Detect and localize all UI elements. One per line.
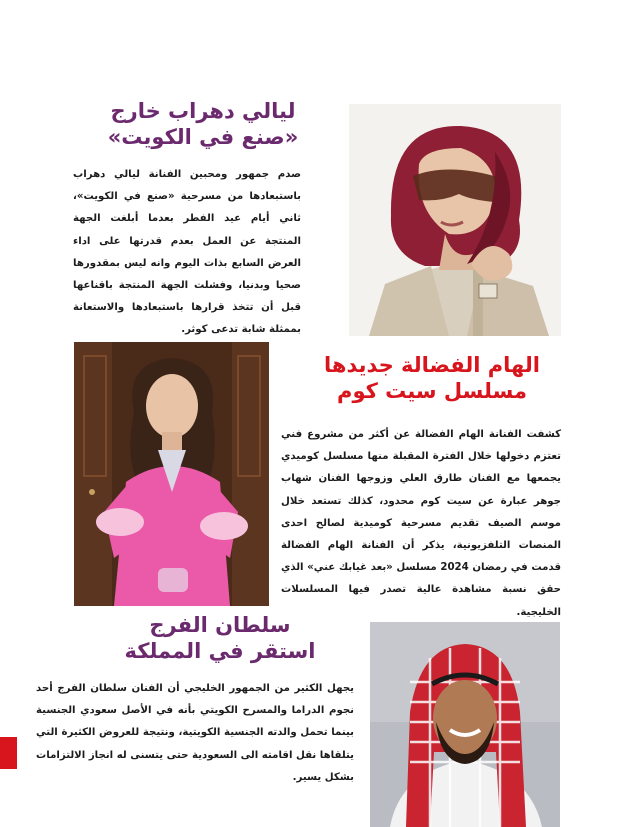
page-side-tab (0, 737, 17, 769)
article-2-title-line-2: مسلسل سيت كوم (337, 379, 527, 404)
article-1-portrait-photo (349, 104, 561, 336)
article-1-body: صدم جمهور ومحبين الفنانة ليالي دهراب باستبعادها من مسرحية «صنع في الكويت»، ثاني أيام عيد الفطر بعدما أبلغت الجهة المنتجة عن العمل بعدم قدرتها على اداء العرض السابع بذات اليوم وانه ليس بمقدورها صحيا وبدنيا، وفشلت الجهة المنتجة باقناعها قبل أن تتخذ قرارها باستبعادها والاستعانة بممثلة شابة تدعى كوثر. (73, 169, 301, 336)
article-3-title-line-2: استقر في المملكة (124, 639, 316, 664)
article-1-headline (72, 98, 334, 151)
article-3-portrait-photo (370, 622, 560, 827)
article-2-title-line-1: الهام الفضالة جديدها (324, 353, 540, 377)
article-2-body: كشفت الفنانة الهام الفضالة عن أكثر من مشروع فني تعتزم دخولها خلال الفترة المقبلة منها مسلسل كوميدي يجمعها مع الفنان طارق العلي وزوجها الفنان شهاب جوهر عبارة عن سيت كوم محدود، كذلك تستعد خلال موسم الصيف تقديم مسرحية كوميدية لصالح احدى المنصات التلفزيونية، يذكر أن الفنانة الهام الفضالة قدمت في رمضان 2024 مسلسل «بعد غيابك عني» الذي حقق نسبة مشاهدة عالية تصدر فيها المسلسلات الخليجية. (281, 429, 562, 618)
article-1-title-line-2: «صنع في الكويت» (107, 125, 299, 150)
article-2-portrait-photo (74, 342, 269, 606)
article-3-headline (100, 612, 340, 665)
article-1-title-line-1: ليالي دهراب خارج (110, 99, 296, 123)
article-3-body: يجهل الكثير من الجمهور الخليجي أن الفنان سلطان الفرج أحد نجوم الدراما والمسرح الكويتي بأنه في الأصل سعودي الجنسية بينما تحمل والدته الجنسية الكويتية، ونتيجة للعروض الكثيرة التي يتلقاها نقل اقامته الى السعودية حتى يتسنى له انجاز الالتزامات بشكل يسير. (36, 683, 354, 783)
article-3-title-line-1: سلطان الفرج (149, 613, 291, 637)
article-2-headline (303, 352, 561, 405)
